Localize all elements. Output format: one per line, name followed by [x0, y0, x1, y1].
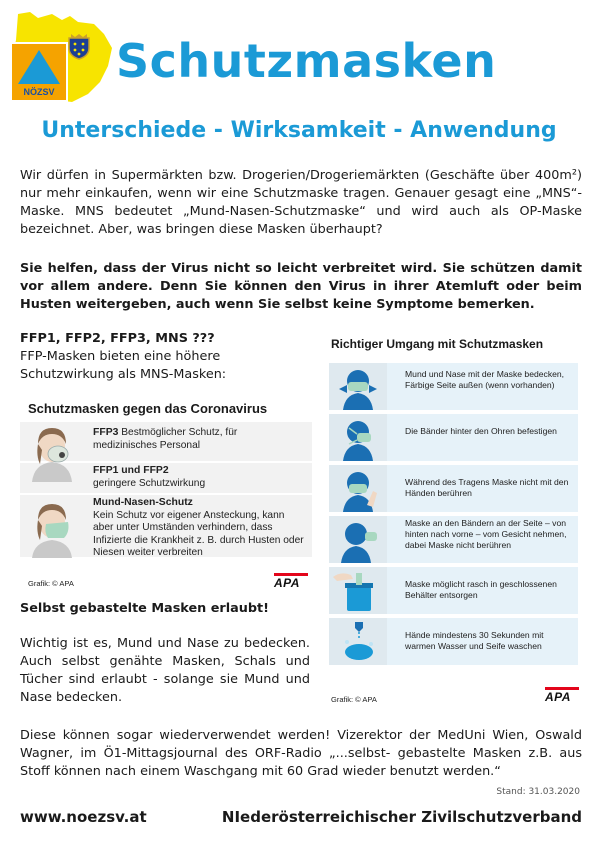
- selfmade-text: Wichtig ist es, Mund und Nase zu bedecken. Auch selbst genähte Masken, Schals und Tücher sind erlaubt - solange sie Mund und Nase bedecken.: [20, 636, 310, 705]
- usage-step-text: Mund und Nase mit der Maske bedecken, Färbige Seite außen (wenn vorhanden): [405, 369, 565, 390]
- graphic-credit: Grafik: © APA: [331, 695, 377, 704]
- person-mns-mask-icon: [26, 496, 78, 558]
- coat-of-arms-icon: [68, 34, 90, 60]
- mask-row-mns: [93, 497, 305, 560]
- usage-step-text: Maske an den Bändern an der Seite – von hinten nach vorne – vom Gesicht nehmen, dabei Maske nicht berühren: [405, 518, 567, 550]
- graphic-credit: Grafik: © APA: [28, 579, 74, 588]
- usage-step: [329, 567, 578, 614]
- usage-step: [329, 516, 578, 563]
- mask-row-title: Mund-Nasen-Schutz: [93, 497, 193, 508]
- usage-step-text: Während des Tragens Maske nicht mit den Händen berühren: [405, 477, 569, 498]
- usage-step-icon: [329, 465, 387, 512]
- intro-paragraph: Wir dürfen in Supermärkten bzw. Drogerien/Drogeriemärkten (Geschäfte über 400m²) nur mehr einkaufen, wenn wir eine Schutzmaske tragen. Genauer gesagt eine „MNS“-Maske. MNS bedeutet „Mund-Nasen-Schutzmaske“ und wird auch als OP-Maske bezeichnet. Aber, was bringen diese Masken überhaupt?: [20, 168, 582, 237]
- mask-row-title: FFP3: [93, 427, 119, 438]
- civil-protection-badge: [10, 42, 68, 102]
- page-title: Schutzmasken: [116, 34, 497, 88]
- website-link[interactable]: www.noezsv.at: [20, 808, 147, 826]
- trash-bin-icon: [329, 567, 387, 614]
- usage-step-text: Hände mindestens 30 Sekunden mit warmen Wasser und Seife waschen: [405, 630, 544, 651]
- mask-row-text: geringere Schutzwirkung: [93, 477, 206, 489]
- usage-step-icon: [329, 567, 387, 614]
- mask-row-title: FFP1 und FFP2: [93, 465, 169, 476]
- usage-step: [329, 465, 578, 512]
- closing-paragraph: Diese können sogar wiederverwendet werden! Vizerektor der MedUni Wien, Oswald Wagner, im Ö1-Mittagsjournal des ORF-Radio „...selbst- gebastelte Masken z.B. aus Stoff können nach einem Waschgang mit 60 Grad wieder benutzt werden.“: [20, 728, 582, 779]
- usage-step-icon: [329, 414, 387, 461]
- mask-row-text: Bestmöglicher Schutz, für medizinisches Personal: [93, 427, 238, 451]
- mask-graphic-title: Schutzmasken gegen das Coronavirus: [28, 401, 268, 416]
- triangle-icon: [12, 46, 66, 88]
- usage-step-icon: [329, 618, 387, 665]
- cover-face-icon: [329, 363, 387, 410]
- remove-mask-icon: [329, 516, 387, 563]
- noezsv-logo: [8, 8, 116, 108]
- organisation-name: NIederösterreichischer Zivilschutzverband: [221, 808, 582, 826]
- usage-step: [329, 618, 578, 665]
- mask-types-graphic: [20, 392, 312, 592]
- no-touch-icon: [329, 465, 387, 512]
- usage-graphic-title: Richtiger Umgang mit Schutzmasken: [331, 337, 544, 351]
- usage-step: [329, 363, 578, 410]
- ffp-heading: FFP1, FFP2, FFP3, MNS ???: [20, 331, 215, 346]
- mask-row-ffp3: [93, 427, 303, 452]
- apa-logo-text: APA: [274, 576, 300, 590]
- person-ffp3-mask-icon: [26, 420, 78, 482]
- mask-row-ffp1-ffp2: [93, 465, 303, 490]
- usage-step: [329, 414, 578, 461]
- logo-text: NÖZSV: [23, 87, 55, 97]
- intro-bold-paragraph: Sie helfen, dass der Virus nicht so leicht verbreitet wird. Sie schützen damit vor allem andere. Denn Sie können den Virus in ihrer Atemluft oder beim Husten weitergeben, auch wenn Sie selbst keine Symptome bemerken.: [20, 261, 582, 312]
- wash-hands-icon: [329, 618, 387, 665]
- usage-step-text: Die Bänder hinter den Ohren befestigen: [405, 426, 557, 436]
- apa-logo: [274, 573, 308, 590]
- apa-logo-text: APA: [545, 690, 571, 704]
- usage-step-icon: [329, 363, 387, 410]
- date-stamp: Stand: 31.03.2020: [496, 787, 580, 797]
- tie-bands-icon: [329, 414, 387, 461]
- usage-step-text: Maske möglicht rasch in geschlossenen Behälter entsorgen: [405, 579, 557, 600]
- selfmade-heading: Selbst gebastelte Masken erlaubt!: [20, 601, 269, 616]
- usage-step-icon: [329, 516, 387, 563]
- page-subtitle: Unterschiede - Wirksamkeit - Anwendung: [41, 118, 557, 143]
- apa-logo: [545, 687, 579, 704]
- ffp-text: FFP-Masken bieten eine höhere Schutzwirkung als MNS-Masken:: [20, 349, 227, 382]
- mask-row-text: Kein Schutz vor eigener Ansteckung, kann aber unter Umständen verhindern, dass Infizierte die Krankheit z. B. durch Husten oder Niesen weiter verbreiten: [93, 509, 304, 558]
